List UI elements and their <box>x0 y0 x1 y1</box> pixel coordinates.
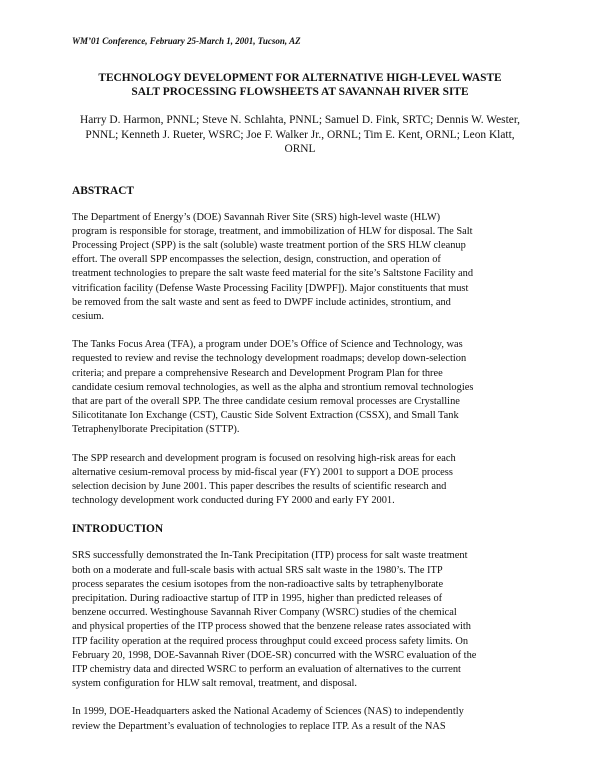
title-line: SALT PROCESSING FLOWSHEETS AT SAVANNAH RIVER SITE <box>131 86 469 98</box>
abstract-paragraph <box>72 338 528 437</box>
text-line: The Department of Energy’s (DOE) Savannah River Site (SRS) high-level waste (HLW) <box>72 211 441 223</box>
text-line: cesium. <box>72 310 105 322</box>
author-line: PNNL; Kenneth J. Rueter, WSRC; Joe F. Walker Jr., ORNL; Tim E. Kent, ORNL; Leon Klatt, <box>85 128 515 141</box>
text-line: treatment technologies to prepare the salt waste feed material for the site’s Saltstone Facility and <box>72 268 474 280</box>
paper-title <box>72 71 528 99</box>
text-line: Silicotitanate Ion Exchange (CST), Caustic Side Solvent Extraction (CSSX), and Small Tank <box>72 410 459 422</box>
text-line: The SPP research and development program is focused on resolving high-risk areas for each <box>72 452 456 464</box>
introduction-paragraph <box>72 549 528 691</box>
introduction-paragraph <box>72 705 528 733</box>
text-line: In 1999, DOE-Headquarters asked the National Academy of Sciences (NAS) to independently <box>72 706 464 718</box>
abstract-heading: ABSTRACT <box>72 184 135 197</box>
text-line: SRS successfully demonstrated the In-Tank Precipitation (ITP) process for salt waste treatment <box>72 550 468 562</box>
text-line: alternative cesium-removal process by mid-fiscal year (FY) 2001 to support a DOE process <box>72 466 453 478</box>
text-line: February 20, 1998, DOE-Savannah River (DOE-SR) concurred with the WSRC evaluation of the <box>72 649 477 661</box>
author-list <box>72 113 528 157</box>
text-line: Tetraphenylborate Precipitation (STTP). <box>72 424 240 436</box>
introduction-heading: INTRODUCTION <box>72 523 164 536</box>
text-line: effort. The overall SPP encompasses the selection, design, construction, and operation of <box>72 254 441 266</box>
author-line: ORNL <box>284 143 316 155</box>
author-line: Harry D. Harmon, PNNL; Steve N. Schlahta, PNNL; Samuel D. Fink, SRTC; Dennis W. Wester, <box>79 114 521 126</box>
text-line: criteria; and prepare a comprehensive Research and Development Program Plan for three <box>72 367 443 379</box>
text-line: ITP facility operation at the required process throughput could exceed process safety limits. On <box>72 635 469 647</box>
abstract-paragraph <box>72 211 528 325</box>
text-line: requested to review and revise the technology development roadmaps; develop down-selection <box>72 353 467 365</box>
text-line: program is responsible for storage, treatment, and immobilization of HLW for disposal. The Salt <box>72 225 473 237</box>
text-line: benzene occurred. Westinghouse Savannah River Company (WSRC) studies of the chemical <box>72 607 457 619</box>
text-line: Processing Project (SPP) is the salt (soluble) waste treatment portion of the SRS HLW cleanup <box>72 239 466 251</box>
text-line: be removed from the salt waste and sent as feed to DWPF include actinides, strontium, and <box>72 296 451 308</box>
title-line: TECHNOLOGY DEVELOPMENT FOR ALTERNATIVE HIGH-LEVEL WASTE <box>98 72 502 84</box>
text-line: both on a moderate and full-scale basis with actual SRS salt waste in the 1980’s. The ITP <box>72 564 443 576</box>
text-line: selection decision by June 2001. This paper describes the results of scientific research and <box>72 480 447 492</box>
text-line: technology development work conducted during FY 2000 and early FY 2001. <box>72 495 395 507</box>
text-line: candidate cesium removal technologies, as well as the alpha and strontium removal technologies <box>72 381 474 393</box>
text-line: and physical properties of the ITP process showed that the benzene release rates associated with <box>72 621 471 633</box>
text-line: process separates the cesium isotopes from the non-radioactive salts by tetraphenylborate <box>72 578 444 590</box>
abstract-paragraph <box>72 452 528 509</box>
running-header: WM’01 Conference, February 25-March 1, 2001, Tucson, AZ <box>72 36 301 46</box>
text-line: vitrification facility (Defense Waste Processing Facility [DWPF]). Major constituents that must <box>72 282 469 294</box>
text-line: The Tanks Focus Area (TFA), a program under DOE’s Office of Science and Technology, was <box>72 339 463 351</box>
text-line: precipitation. During radioactive startup of ITP in 1995, higher than predicted releases of <box>72 592 443 604</box>
text-line: system configuration for HLW salt removal, treatment, and disposal. <box>72 678 357 690</box>
text-line: review the Department’s evaluation of technologies to replace ITP. As a result of the NAS <box>72 720 446 732</box>
text-line: ITP chemistry data and directed WSRC to perform an evaluation of alternatives to the current <box>72 663 461 675</box>
text-line: that are part of the overall SPP. The three candidate cesium removal processes are Crystalline <box>72 395 460 407</box>
